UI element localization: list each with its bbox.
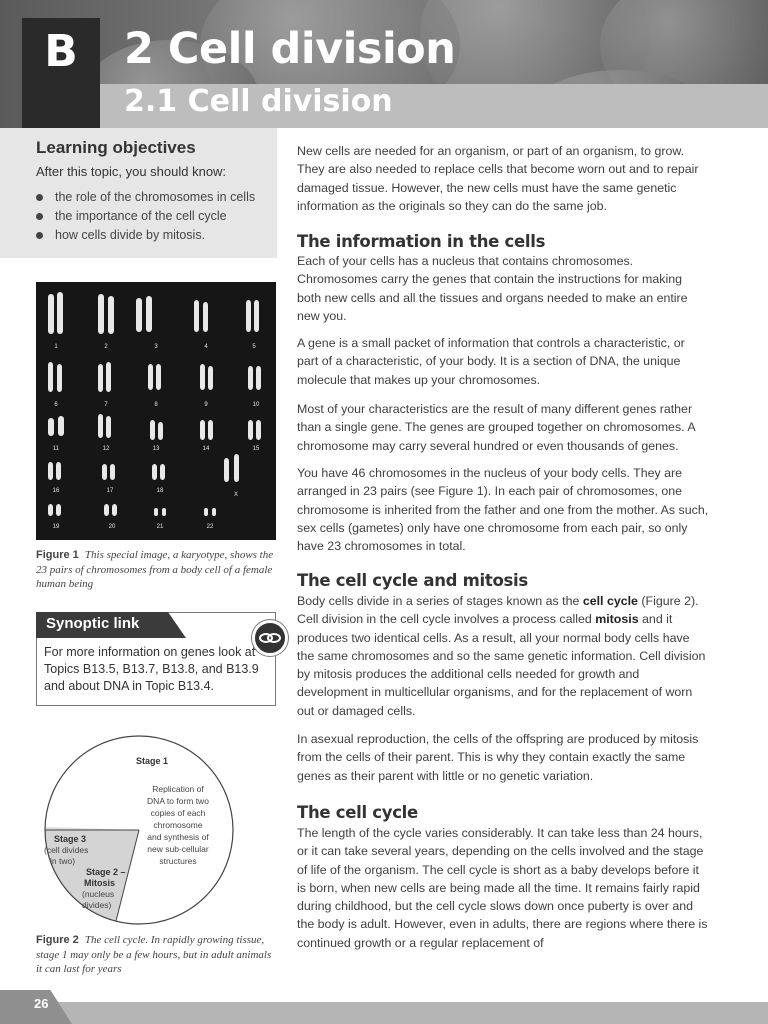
figure2-text: The cell cycle. In rapidly growing tissue, stage 1 may only be a few hours, but in adult animals it can last for years — [36, 934, 272, 975]
footer-bar — [0, 1002, 768, 1024]
chromosome-number-label: 7 — [104, 402, 108, 408]
chromosome-number-label: 16 — [52, 488, 60, 494]
figure1-caption — [36, 548, 274, 592]
figure1-text: This special image, a karyotype, shows the 23 pairs of chromosomes from a body cell of a female human being — [36, 549, 274, 590]
paragraph: Most of your characteristics are the result of many different genes rather than a single gene. The genes are grouped together on chromosomes. A chromosome may carry several hundred or even thousands of genes. — [297, 402, 695, 453]
paragraph: In asexual reproduction, the cells of the offspring are produced by mitosis from the cells of their parent. This is why they contain exactly the same genes as their parent with little or no genetic variation. — [297, 732, 699, 783]
chromosome-number-label: 5 — [252, 344, 256, 350]
chromosome-number-label: 14 — [202, 446, 210, 452]
stage2-name: Mitosis — [84, 878, 116, 888]
chapter-title: 2 Cell division — [124, 24, 456, 74]
chromosome-number-label: 22 — [206, 524, 214, 530]
chromosome-number-label: 20 — [108, 524, 116, 530]
stage1-desc-line: and synthesis of — [147, 832, 209, 842]
figure2-label: Figure 2 — [36, 934, 79, 946]
stage1-desc-line: chromosome — [153, 820, 203, 830]
bullet-icon — [36, 194, 43, 201]
figure2-caption — [36, 933, 274, 977]
learning-objectives-list — [36, 188, 255, 245]
chromosome-number-label: 6 — [54, 402, 58, 408]
chromosome-number-label: X — [233, 492, 239, 498]
stage3-label: Stage 3 — [54, 834, 87, 844]
chromosome-number-label: 1 — [54, 344, 58, 350]
chromosome-number-label: 3 — [154, 344, 158, 350]
paragraph: The length of the cycle varies considerably. It can take less than 24 hours, or it can take several years, depending on the cells involved and the stage of life of the organism. The cell cycle is short as a baby develops before it is born, when new cells are being made all the time. It remains fairly rapid during childhood, but the cell cycle slows down once puberty is over and the body is adult. However, even in adults, there are regions where there is continued growth or a regular replacement of — [297, 826, 708, 950]
paragraph: Each of your cells has a nucleus that contains chromosomes. Chromosomes carry the genes that contain the instructions for making both new cells and all the tissues and organs needed to make an entire new you. — [297, 254, 688, 323]
list-item: the importance of the cell cycle — [36, 207, 255, 226]
chromosome-number-label: 21 — [156, 524, 164, 530]
section-title: 2.1 Cell division — [124, 84, 393, 119]
chromosome-number-label: 17 — [106, 488, 114, 494]
stage2-desc-line: divides) — [82, 900, 112, 910]
heading-cell-cycle-mitosis: The cell cycle and mitosis — [297, 571, 528, 590]
chromosome-number-label: 13 — [152, 446, 160, 452]
bullet-icon — [36, 232, 43, 239]
karyotype-image — [36, 282, 276, 540]
stage1-desc-line: structures — [159, 856, 197, 866]
stage1-label: Stage 1 — [136, 756, 169, 766]
stage1-desc-line: Replication of — [152, 784, 204, 794]
learning-objectives-title: Learning objectives — [36, 138, 196, 157]
learning-objectives-intro: After this topic, you should know: — [36, 164, 227, 179]
chromosome-number-label: 10 — [252, 402, 260, 408]
stage2-desc-line: (nucleus — [82, 889, 115, 899]
synoptic-link-title: Synoptic link — [46, 615, 140, 632]
chromosome-number-label: 12 — [102, 446, 110, 452]
intro-paragraph: New cells are needed for an organism, or part of an organism, to grow. They are also needed to replace cells that become worn out and to repair damaged tissue. However, the new cells must have the same genetic information as the originals so they can do the same job. — [297, 144, 699, 213]
list-item: how cells divide by mitosis. — [36, 226, 255, 245]
paragraph: Body cells divide in a series of stages known as the cell cycle (Figure 2). Cell division in the cell cycle involves a process called mitosis and it produces two identical cells. As a result, all your normal body cells have the same chromosomes and so the same genetic information. Cell division by mitosis produces the additional cells needed for growth and development in multicellular organisms, and for the replacement of worn out or damaged cells. — [297, 594, 706, 718]
page-number: 26 — [34, 996, 49, 1011]
bullet-icon — [36, 213, 43, 220]
chromosome-number-label: 8 — [154, 402, 158, 408]
figure1-label: Figure 1 — [36, 549, 79, 561]
chromosome-number-label: 18 — [156, 488, 164, 494]
stage2-label: Stage 2 – — [86, 867, 126, 877]
heading-cell-cycle: The cell cycle — [297, 803, 418, 822]
topic-letter: B — [44, 26, 78, 77]
stage1-desc-line: new sub-cellular — [147, 844, 209, 854]
stage1-desc-line: copies of each — [150, 808, 206, 818]
paragraph: You have 46 chromosomes in the nucleus of your body cells. They are arranged in 23 pairs (see Figure 1). In each pair of chromosomes, one chromosome is inherited from the father and one from the mother. As such, sex cells (gametes) only have one chromosome from each pair, so only have 23 chromosomes in total. — [297, 466, 709, 554]
paragraph: A gene is a small packet of information that controls a characteristic, or part of a characteristic, of your body. It is a section of DNA, the unique molecule that makes up your chromosomes. — [297, 336, 685, 387]
chromosome-number-label: 4 — [204, 344, 208, 350]
synoptic-link-text: For more information on genes look at Topics B13.5, B13.7, B13.8, and B13.9 and about DNA in Topic B13.4. — [44, 645, 259, 693]
cell-cycle-diagram — [36, 720, 276, 940]
term-cell-cycle: cell cycle — [582, 594, 638, 608]
chromosome-number-label: 9 — [204, 402, 208, 408]
chromosome-number-label: 15 — [252, 446, 260, 452]
chromosome-number-label: 11 — [52, 446, 60, 452]
stage3-desc-line: (cell divides — [44, 845, 89, 855]
list-item: the role of the chromosomes in cells — [36, 188, 255, 207]
stage1-desc-line: DNA to form two — [147, 796, 209, 806]
chromosome-number-label: 2 — [104, 344, 108, 350]
heading-information: The information in the cells — [297, 232, 546, 251]
stage3-desc-line: in two) — [50, 856, 76, 866]
chromosome-number-label: 19 — [52, 524, 60, 530]
term-mitosis: mitosis — [595, 612, 639, 627]
